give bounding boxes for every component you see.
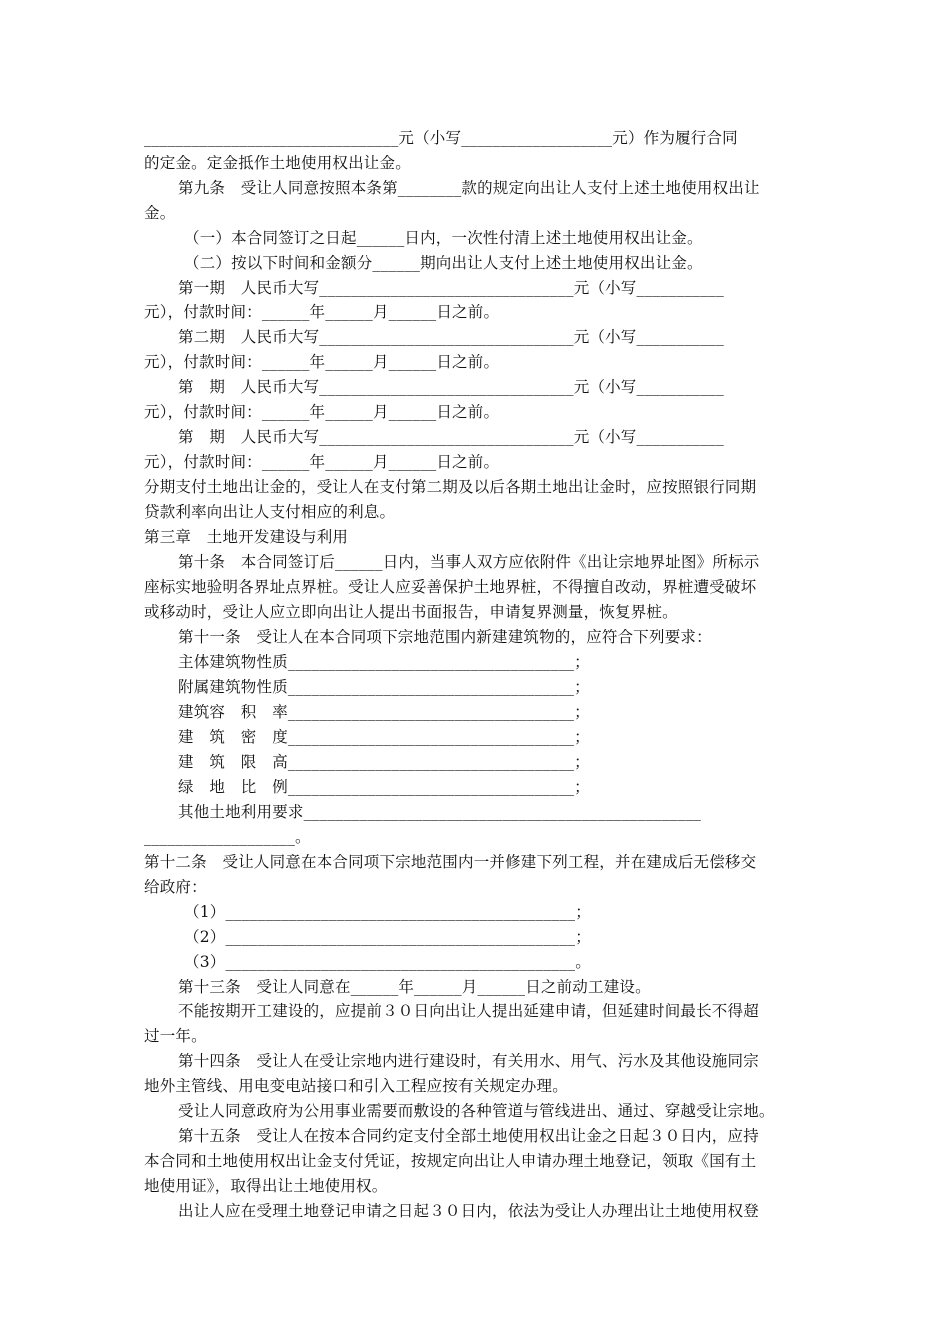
installment-2: 第二期 人民币大写________________________________元（小写___________: [178, 328, 724, 346]
requirement-density: 建 筑 密 度____________________________________；: [178, 728, 590, 746]
article-14: 第十四条 受让人在受让宗地内进行建设时，有关用水、用气、污水及其他设施同宗: [178, 1052, 759, 1070]
article-13: 第十三条 受让人同意在______年______月______日之前动工建设。: [178, 978, 651, 996]
text-line: 或移动时，受让人应立即向出让人提出书面报告，申请复界测量，恢复界桩。: [144, 603, 678, 621]
text-line: 不能按期开工建设的，应提前３０日向出让人提出延建申请，但延建时间最长不得超: [178, 1002, 759, 1020]
text-line: 的定金。定金抵作土地使用权出让金。: [144, 154, 411, 172]
text-line: 分期支付土地出让金的，受让人在支付第二期及以后各期土地出让金时，应按照银行同期: [144, 478, 757, 496]
article-15: 第十五条 受让人在按本合同约定支付全部土地使用权出让金之日起３０日内，应持: [178, 1127, 759, 1145]
text-line: 金。: [144, 204, 176, 222]
requirement-height-limit: 建 筑 限 高____________________________________；: [178, 753, 590, 771]
installment-3: 第 期 人民币大写________________________________元（小写___________: [178, 378, 724, 396]
installment-1-date: 元），付款时间：______年______月______日之前。: [144, 303, 500, 321]
text-line: 地外主管线、用电变电站接口和引入工程应按有关规定办理。: [144, 1077, 568, 1095]
article-9-heading: 第九条 受让人同意按照本条第________款的规定向出让人支付上述土地使用权出让: [178, 179, 760, 197]
text-line: 给政府：: [144, 878, 207, 896]
text-line: 贷款利率向出让人支付相应的利息。: [144, 503, 396, 521]
installment-1: 第一期 人民币大写________________________________元（小写___________: [178, 279, 724, 297]
project-1: （1）____________________________________________；: [184, 903, 591, 921]
installment-4-date: 元），付款时间：______年______月______日之前。: [144, 453, 500, 471]
article-11: 第十一条 受让人在本合同项下宗地范围内新建建筑物的，应符合下列要求：: [178, 628, 712, 646]
option-2: （二）按以下时间和金额分______期向出让人支付上述土地使用权出让金。: [184, 254, 703, 272]
project-3: （3）____________________________________________。: [184, 953, 591, 971]
installment-4: 第 期 人民币大写________________________________元（小写___________: [178, 428, 724, 446]
project-2: （2）____________________________________________；: [184, 928, 591, 946]
requirement-floor-area-ratio: 建筑容 积 率____________________________________；: [178, 703, 590, 721]
text-line: 座标实地验明各界址点界桩。受让人应妥善保护土地界桩，不得擅自改动，界桩遭受破坏: [144, 578, 757, 596]
article-10: 第十条 本合同签订后______日内，当事人双方应依附件《出让宗地界址图》所标示: [178, 553, 760, 571]
installment-2-date: 元），付款时间：______年______月______日之前。: [144, 353, 500, 371]
requirement-green-ratio: 绿 地 比 例____________________________________；: [178, 778, 590, 796]
text-line: 出让人应在受理土地登记申请之日起３０日内，依法为受让人办理出让土地使用权登: [178, 1202, 759, 1220]
article-12: 第十二条 受让人同意在本合同项下宗地范围内一并修建下列工程，并在建成后无偿移交: [144, 853, 757, 871]
text-line: 地使用证》，取得出让土地使用权。: [144, 1177, 388, 1195]
text-line: 本合同和土地使用权出让金支付凭证，按规定向出让人申请办理土地登记，领取《国有土: [144, 1152, 757, 1170]
text-line: ________________________________元（小写___________________元）作为履行合同: [144, 129, 738, 147]
installment-3-date: 元），付款时间：______年______月______日之前。: [144, 403, 500, 421]
text-line: 受让人同意政府为公用事业需要而敷设的各种管道与管线进出、通过、穿越受让宗地。: [178, 1102, 775, 1120]
requirement-auxiliary-building: 附属建筑物性质____________________________________；: [178, 678, 590, 696]
chapter-3-heading: 第三章 土地开发建设与利用: [144, 528, 349, 546]
option-1: （一）本合同签订之日起______日内，一次性付清上述土地使用权出让金。: [184, 229, 703, 247]
requirement-other: 其他土地利用要求__________________________________________________: [178, 803, 702, 821]
text-line: ___________________。: [144, 828, 311, 846]
requirement-main-building: 主体建筑物性质____________________________________；: [178, 653, 590, 671]
text-line: 过一年。: [144, 1027, 207, 1045]
